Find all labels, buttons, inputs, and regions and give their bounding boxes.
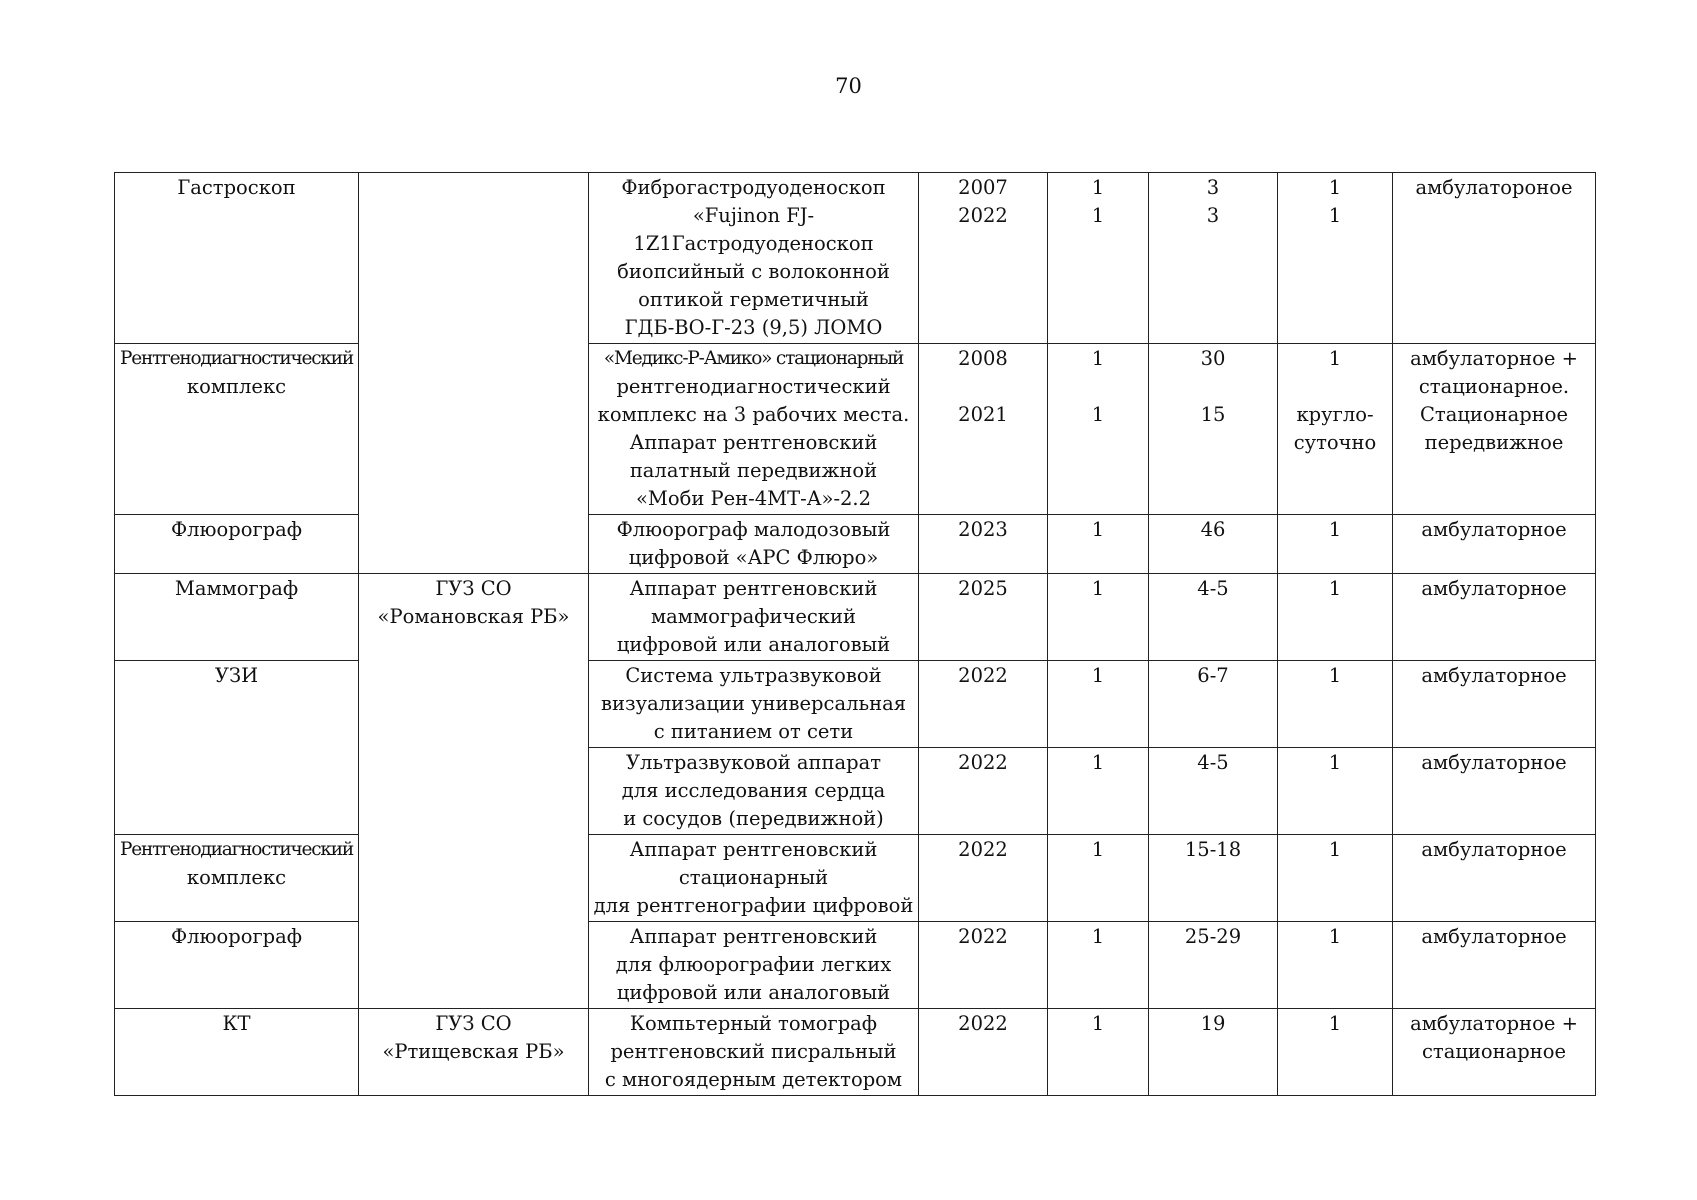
qty-cell: 1 1 — [1048, 344, 1149, 515]
year-cell: 2007 2022 — [919, 173, 1048, 344]
equipment-cell: УЗИ — [115, 661, 359, 835]
institution-cell — [359, 173, 589, 574]
model-cell: Система ультразвуковой визуализации универсальная с питанием от сети — [589, 661, 919, 748]
shifts-cell: 1 — [1278, 574, 1393, 661]
model-cell: Аппарат рентгеновский для флюорографии легких цифровой или аналоговый — [589, 922, 919, 1009]
page-number: 70 — [835, 74, 862, 98]
model-cell: Фиброгастродуоденоскоп «Fujinon FJ- 1Z1Гастродуоденоскоп биопсийный с волоконной оптикой герметичный ГДБ-ВО-Г-23 (9,5) ЛОМО — [589, 173, 919, 344]
load-cell: 19 — [1149, 1009, 1278, 1096]
load-cell: 15-18 — [1149, 835, 1278, 922]
equipment-cell: Гастроскоп — [115, 173, 359, 344]
shifts-cell: 1 — [1278, 515, 1393, 574]
institution-cell: ГУЗ СО «Романовская РБ» — [359, 574, 589, 1009]
shifts-cell: 1 — [1278, 922, 1393, 1009]
equipment-cell: КТ — [115, 1009, 359, 1096]
mode-cell: амбулаторное — [1393, 922, 1596, 1009]
model-cell: Компьтерный томограф рентгеновский писральный с многоядерным детектором — [589, 1009, 919, 1096]
load-cell: 6-7 — [1149, 661, 1278, 748]
table-row — [115, 515, 1596, 574]
mode-cell: амбулаторное — [1393, 835, 1596, 922]
year-cell: 2022 — [919, 1009, 1048, 1096]
load-cell: 4-5 — [1149, 748, 1278, 835]
table-row — [115, 344, 1596, 515]
year-cell: 2022 — [919, 748, 1048, 835]
qty-cell: 1 — [1048, 748, 1149, 835]
qty-cell: 1 — [1048, 515, 1149, 574]
table-row — [115, 173, 1596, 344]
year-cell: 2022 — [919, 661, 1048, 748]
year-cell: 2023 — [919, 515, 1048, 574]
equipment-cell: Рентгенодиагностический комплекс — [115, 344, 359, 515]
table-row — [115, 1009, 1596, 1096]
model-cell: Флюорограф малодозовый цифровой «АРС Флюро» — [589, 515, 919, 574]
mode-cell: амбулаторное — [1393, 661, 1596, 748]
mode-cell: амбулаторное + стационарное. Стационарное передвижное — [1393, 344, 1596, 515]
equipment-cell: Рентгенодиагностический комплекс — [115, 835, 359, 922]
year-cell: 2008 2021 — [919, 344, 1048, 515]
qty-cell: 1 — [1048, 922, 1149, 1009]
institution-cell: ГУЗ СО «Ртищевская РБ» — [359, 1009, 589, 1096]
shifts-cell: 1 кругло- суточно — [1278, 344, 1393, 515]
qty-cell: 1 — [1048, 1009, 1149, 1096]
table-row — [115, 574, 1596, 661]
mode-cell: амбулатороное — [1393, 173, 1596, 344]
qty-cell: 1 — [1048, 835, 1149, 922]
year-cell: 2022 — [919, 835, 1048, 922]
shifts-cell: 1 — [1278, 1009, 1393, 1096]
year-cell: 2025 — [919, 574, 1048, 661]
load-cell: 46 — [1149, 515, 1278, 574]
year-cell: 2022 — [919, 922, 1048, 1009]
qty-cell: 1 1 — [1048, 173, 1149, 344]
mode-cell: амбулаторное + стационарное — [1393, 1009, 1596, 1096]
table-row — [115, 835, 1596, 922]
mode-cell: амбулаторное — [1393, 574, 1596, 661]
model-cell: «Медикс-Р-Амико» стационарный рентгенодиагностический комплекс на 3 рабочих места. Аппарат рентгеновский палатный передвижной «Моби Рен-4МТ-А»-2.2 — [589, 344, 919, 515]
mode-cell: амбулаторное — [1393, 748, 1596, 835]
model-cell: Аппарат рентгеновский стационарный для рентгенографии цифровой — [589, 835, 919, 922]
equipment-cell: Флюорограф — [115, 515, 359, 574]
equipment-cell: Флюорограф — [115, 922, 359, 1009]
shifts-cell: 1 — [1278, 661, 1393, 748]
table-row — [115, 922, 1596, 1009]
load-cell: 30 15 — [1149, 344, 1278, 515]
mode-cell: амбулаторное — [1393, 515, 1596, 574]
qty-cell: 1 — [1048, 574, 1149, 661]
shifts-cell: 1 1 — [1278, 173, 1393, 344]
table-row — [115, 661, 1596, 748]
shifts-cell: 1 — [1278, 835, 1393, 922]
equipment-table — [114, 172, 1596, 1096]
shifts-cell: 1 — [1278, 748, 1393, 835]
model-cell: Ультразвуковой аппарат для исследования сердца и сосудов (передвижной) — [589, 748, 919, 835]
equipment-cell: Маммограф — [115, 574, 359, 661]
qty-cell: 1 — [1048, 661, 1149, 748]
load-cell: 25-29 — [1149, 922, 1278, 1009]
model-cell: Аппарат рентгеновский маммографический цифровой или аналоговый — [589, 574, 919, 661]
load-cell: 3 3 — [1149, 173, 1278, 344]
load-cell: 4-5 — [1149, 574, 1278, 661]
